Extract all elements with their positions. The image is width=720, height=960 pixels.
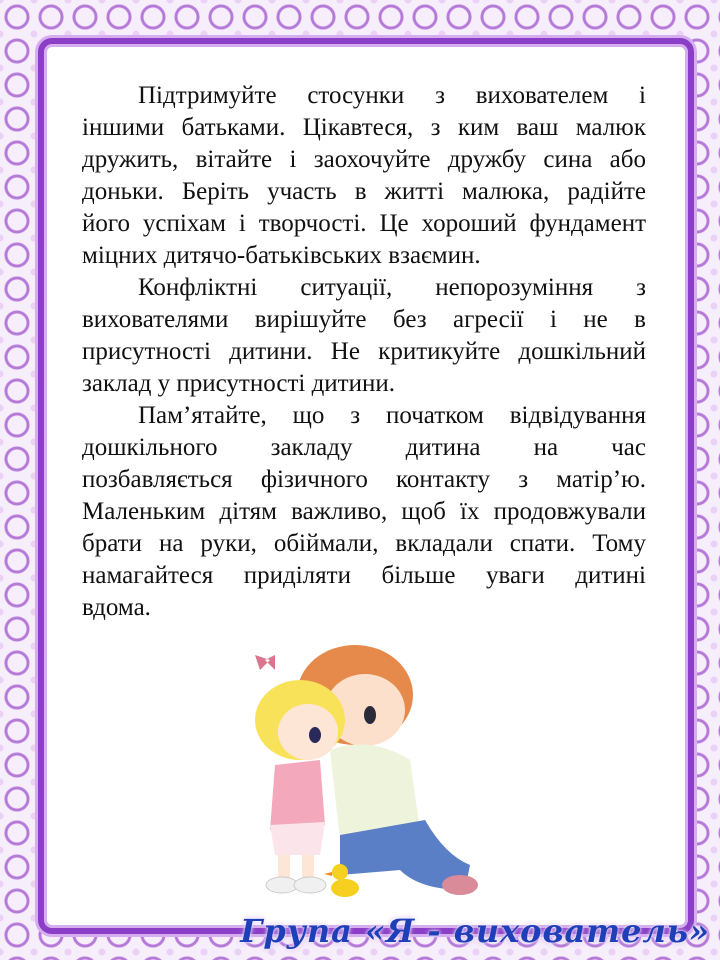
text-line: міцних дитячо-батьківських взаємин. xyxy=(82,242,481,269)
text-line: намагайтеся приділяти більше уваги дитині xyxy=(82,562,646,589)
text-line: Маленьким дітям важливо, щоб їх продовжували xyxy=(82,498,646,525)
text-line: дружить, вітайте і заохочуйте дружбу сина або xyxy=(82,146,646,173)
text-line: вихователями вирішуйте без агресії і не в xyxy=(82,306,646,333)
text-line: його успіхам і творчості. Це хороший фундамент xyxy=(82,210,646,237)
child-face xyxy=(278,704,338,760)
child-dress xyxy=(270,760,325,830)
text-line: присутності дитини. Не критикуйте дошкільний xyxy=(82,338,646,365)
text-line: Конфліктні ситуації, непорозуміння з xyxy=(138,274,646,301)
text-line: Пам’ятайте, що з початком відвідування xyxy=(138,402,646,429)
paragraph-2 xyxy=(82,272,646,400)
text-line: брати на руки, обіймали, вкладали спати. Тому xyxy=(82,530,646,557)
text-line: дошкільного закладу дитина на час xyxy=(82,434,646,461)
text-line: заклад у присутності дитини. xyxy=(82,370,395,397)
mother-child-hug-illustration xyxy=(220,640,490,905)
paragraph-3 xyxy=(82,400,646,624)
text-line: вдома. xyxy=(82,594,151,621)
text-line: позбавляється фізичного контакту з матір’ю. xyxy=(82,466,646,493)
paragraph-1 xyxy=(82,80,646,272)
article-text xyxy=(82,80,646,624)
duck-toy xyxy=(331,879,359,897)
text-line: Підтримуйте стосунки з вихователем і xyxy=(138,82,646,109)
text-line: іншими батьками. Цікавтеся, з ким ваш малюк xyxy=(82,114,646,141)
text-line: доньки. Беріть участь в житті малюка, радійте xyxy=(82,178,646,205)
group-signature: Група «Я - вихователь» xyxy=(240,912,710,950)
